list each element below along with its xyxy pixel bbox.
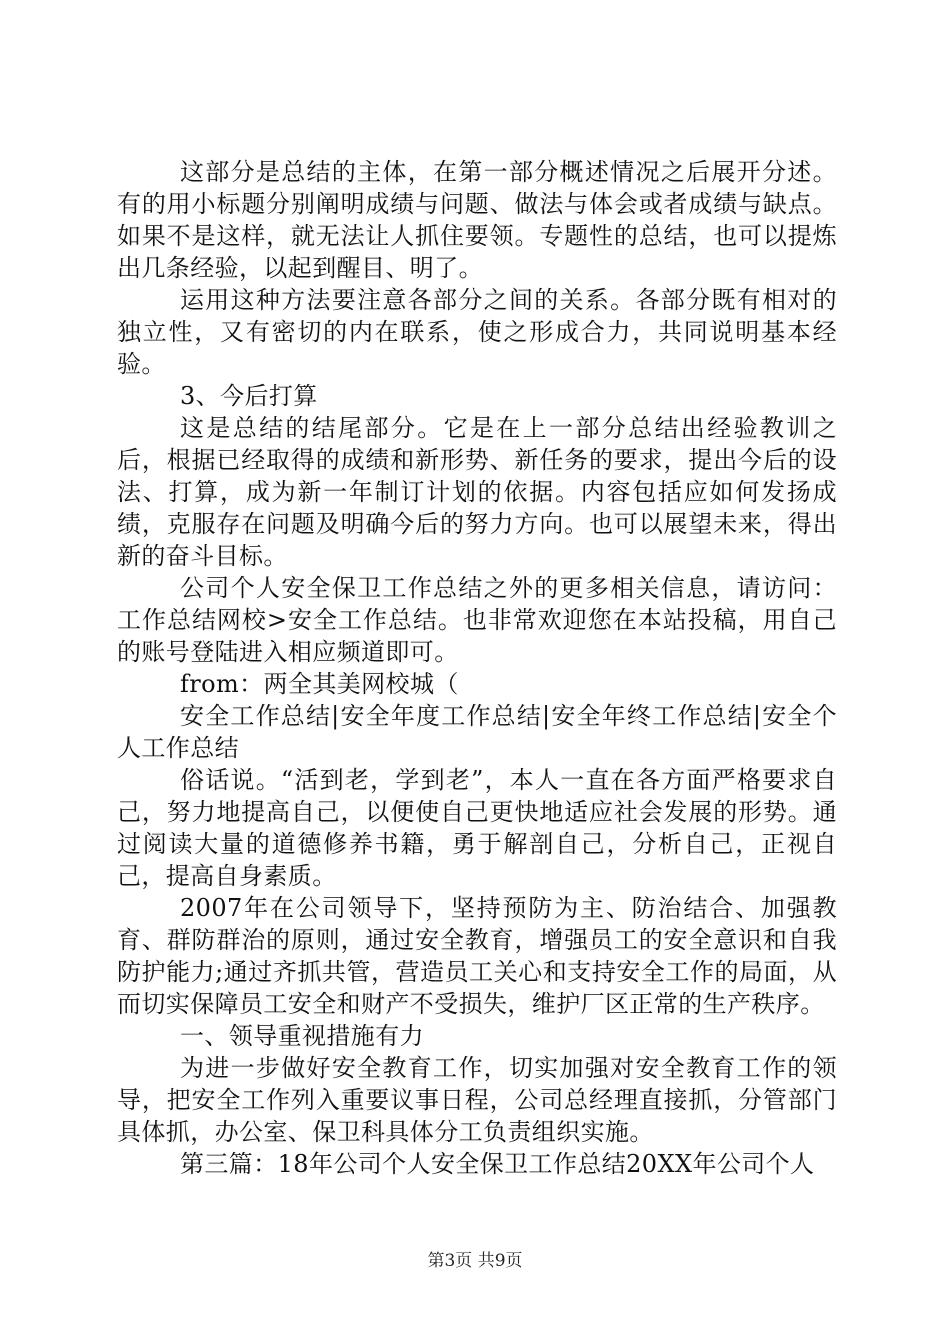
paragraph-third-article: 第三篇：18年公司个人安全保卫工作总结20XX年公司个人 — [180, 1150, 815, 1178]
page-number-footer: 第3页 共9页 — [427, 1251, 523, 1271]
paragraph-method-note: 运用这种方法要注意各部分之间的关系。各部分既有相对的独立性，又有密切的内在联系，使之形成合力，共同说明基本经验。 — [117, 286, 837, 378]
paragraph-conclusion: 这是总结的结尾部分。它是在上一部分总结出经验教训之后，根据已经取得的成绩和新形势、新任务的要求，提出今后的设法、打算，成为新一年制订计划的依据。内容包括应如何发扬成绩，克服存在问题及明确今后的努力方向。也可以展望未来，得出新的奋斗目标。 — [117, 414, 837, 570]
paragraph-source: from：两全其美网校城（ — [180, 670, 459, 698]
document-body — [117, 156, 837, 1180]
paragraph-saying: 俗话说。“活到老，学到老”，本人一直在各方面严格要求自己，努力地提高自己，以便使自己更快地适应社会发展的形势。通过阅读大量的道德修养书籍，勇于解剖自己，分析自己，正视自己，提高自身素质。 — [117, 766, 837, 890]
paragraph-2007-summary: 2007年在公司领导下，坚持预防为主、防治结合、加强教育、群防群治的原则，通过安全教育，增强员工的安全意识和自我防护能力;通过齐抓共管，营造员工关心和支持安全工作的局面，从而切实保障员工安全和财产不受损失，维护厂区正常的生产秩序。 — [117, 894, 837, 1018]
paragraph-leadership-detail: 为进一步做好安全教育工作，切实加强对安全教育工作的领导，把安全工作列入重要议事日程，公司总经理直接抓，分管部门具体抓，办公室、保卫科具体分工负责组织实施。 — [117, 1054, 837, 1146]
section-heading-leadership: 一、领导重视措施有力 — [180, 1022, 424, 1050]
section-heading-future-plans: 3、今后打算 — [180, 382, 318, 410]
paragraph-related-links: 安全工作总结|安全年度工作总结|安全年终工作总结|安全个人工作总结 — [117, 702, 837, 762]
paragraph-more-info: 公司个人安全保卫工作总结之外的更多相关信息，请访问：工作总结网校>安全工作总结。也非常欢迎您在本站投稿，用自己的账号登陆进入相应频道即可。 — [117, 574, 837, 666]
paragraph-main-body: 这部分是总结的主体，在第一部分概述情况之后展开分述。有的用小标题分别阐明成绩与问题、做法与体会或者成绩与缺点。如果不是这样，就无法让人抓住要领。专题性的总结，也可以提炼出几条经验，以起到醒目、明了。 — [117, 158, 837, 282]
